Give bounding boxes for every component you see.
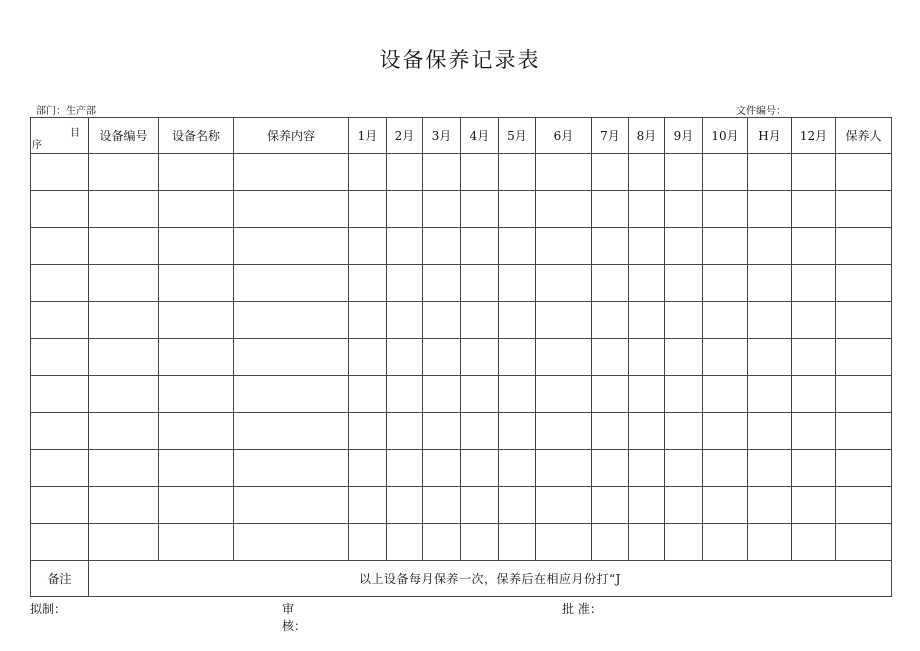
record-cell[interactable] [461,191,499,228]
record-cell[interactable] [703,413,748,450]
record-cell[interactable] [665,265,703,302]
record-cell[interactable] [665,524,703,561]
record-cell[interactable] [234,154,349,191]
seq-header-bottom: 序 [32,140,42,151]
record-cell[interactable] [629,376,665,413]
record-cell[interactable] [536,413,592,450]
record-cell[interactable] [748,228,792,265]
record-cell[interactable] [423,524,461,561]
record-cell[interactable] [423,376,461,413]
record-cell[interactable] [89,487,159,524]
record-cell[interactable] [234,191,349,228]
record-cell[interactable] [592,376,629,413]
table-row [31,191,892,228]
record-cell[interactable] [629,487,665,524]
record-cell[interactable] [461,302,499,339]
record-cell[interactable] [349,191,387,228]
record-cell[interactable] [629,339,665,376]
record-cell[interactable] [159,228,234,265]
record-cell[interactable] [499,265,536,302]
record-cell[interactable] [592,265,629,302]
record-cell[interactable] [387,376,423,413]
record-cell[interactable] [792,487,836,524]
record-cell[interactable] [499,376,536,413]
record-cell[interactable] [423,191,461,228]
record-cell[interactable] [423,228,461,265]
table-row [31,154,892,191]
record-cell[interactable] [665,413,703,450]
record-cell[interactable] [89,302,159,339]
record-cell[interactable] [703,228,748,265]
table-row [31,302,892,339]
record-cell[interactable] [665,154,703,191]
page-title: 设备保养记录表 [379,48,541,72]
record-cell[interactable] [461,487,499,524]
record-cell[interactable] [629,524,665,561]
record-cell[interactable] [665,191,703,228]
record-cell[interactable] [159,339,234,376]
record-cell[interactable] [234,228,349,265]
record-cell[interactable] [31,450,89,487]
record-cell[interactable] [703,154,748,191]
record-cell[interactable] [592,450,629,487]
record-cell[interactable] [536,228,592,265]
table-row [31,376,892,413]
record-cell[interactable] [792,191,836,228]
record-cell[interactable] [499,154,536,191]
record-cell[interactable] [387,487,423,524]
record-cell[interactable] [536,265,592,302]
record-cell[interactable] [461,228,499,265]
record-cell[interactable] [387,265,423,302]
record-cell[interactable] [536,154,592,191]
record-cell[interactable] [748,339,792,376]
record-cell[interactable] [159,265,234,302]
record-cell[interactable] [423,302,461,339]
record-cell[interactable] [234,450,349,487]
record-cell[interactable] [89,154,159,191]
col-header: 10月 [703,118,748,154]
record-cell[interactable] [159,191,234,228]
record-cell[interactable] [592,154,629,191]
record-cell[interactable] [387,413,423,450]
record-cell[interactable] [234,265,349,302]
record-cell[interactable] [499,524,536,561]
record-cell[interactable] [349,228,387,265]
record-cell[interactable] [349,265,387,302]
record-cell[interactable] [536,191,592,228]
record-cell[interactable] [349,487,387,524]
record-cell[interactable] [159,302,234,339]
record-cell[interactable] [536,339,592,376]
record-cell[interactable] [89,524,159,561]
record-cell[interactable] [349,339,387,376]
record-cell[interactable] [461,450,499,487]
record-cell[interactable] [387,302,423,339]
record-cell[interactable] [89,339,159,376]
record-cell[interactable] [836,524,892,561]
record-cell[interactable] [89,450,159,487]
record-cell[interactable] [748,376,792,413]
record-cell[interactable] [423,265,461,302]
record-cell[interactable] [629,154,665,191]
record-cell[interactable] [423,339,461,376]
record-cell[interactable] [387,228,423,265]
col-header: 12月 [792,118,836,154]
col-header: 8月 [629,118,665,154]
record-cell[interactable] [836,191,892,228]
record-cell[interactable] [159,450,234,487]
record-cell[interactable] [234,302,349,339]
col-header: 1月 [349,118,387,154]
record-cell[interactable] [461,413,499,450]
col-header: 2月 [387,118,423,154]
record-cell[interactable] [792,154,836,191]
table-row [31,265,892,302]
record-cell[interactable] [89,413,159,450]
record-cell[interactable] [159,376,234,413]
record-cell[interactable] [748,265,792,302]
approve-label: 批 准： [562,602,602,616]
record-cell[interactable] [31,339,89,376]
record-cell[interactable] [499,228,536,265]
record-cell[interactable] [592,228,629,265]
record-cell[interactable] [703,376,748,413]
record-cell[interactable] [31,487,89,524]
seq-header-cell [31,118,89,154]
record-cell[interactable] [89,376,159,413]
record-cell[interactable] [499,450,536,487]
record-cell[interactable] [461,524,499,561]
record-cell[interactable] [836,450,892,487]
record-cell[interactable] [665,450,703,487]
record-cell[interactable] [629,450,665,487]
record-cell[interactable] [349,450,387,487]
record-cell[interactable] [792,265,836,302]
review-label-top: 审 [282,602,295,616]
file-number-label: 文件编号： [736,106,786,117]
record-cell[interactable] [592,339,629,376]
record-cell[interactable] [387,339,423,376]
record-cell[interactable] [792,450,836,487]
col-header: 3月 [423,118,461,154]
table-body [31,154,892,561]
record-cell[interactable] [792,413,836,450]
record-cell[interactable] [836,487,892,524]
table-row [31,487,892,524]
record-cell[interactable] [792,524,836,561]
record-cell[interactable] [234,339,349,376]
record-cell[interactable] [536,376,592,413]
record-cell[interactable] [31,376,89,413]
record-cell[interactable] [836,265,892,302]
record-cell[interactable] [234,376,349,413]
col-header: 保养人 [836,118,892,154]
record-cell[interactable] [665,339,703,376]
table-row [31,228,892,265]
record-cell[interactable] [703,487,748,524]
record-cell[interactable] [592,302,629,339]
record-cell[interactable] [592,524,629,561]
col-header: 保养内容 [234,118,349,154]
record-cell[interactable] [703,450,748,487]
record-cell[interactable] [836,302,892,339]
record-cell[interactable] [792,376,836,413]
record-cell[interactable] [792,339,836,376]
record-cell[interactable] [665,376,703,413]
record-cell[interactable] [499,487,536,524]
table-row [31,450,892,487]
record-cell[interactable] [748,524,792,561]
col-header: 7月 [592,118,629,154]
record-cell[interactable] [629,302,665,339]
record-cell[interactable] [234,524,349,561]
col-header: H月 [748,118,792,154]
record-cell[interactable] [159,487,234,524]
record-cell[interactable] [387,191,423,228]
remark-label: 备注 [31,561,89,597]
table-row [31,339,892,376]
col-header: 设备编号 [89,118,159,154]
record-cell[interactable] [665,228,703,265]
record-cell[interactable] [349,154,387,191]
record-cell[interactable] [703,191,748,228]
header-row [31,118,892,154]
record-cell[interactable] [387,524,423,561]
record-cell[interactable] [703,302,748,339]
record-cell[interactable] [629,413,665,450]
col-header: 9月 [665,118,703,154]
record-cell[interactable] [349,413,387,450]
record-cell[interactable] [31,154,89,191]
record-cell[interactable] [89,265,159,302]
col-header: 6月 [536,118,592,154]
col-header: 5月 [499,118,536,154]
record-cell[interactable] [461,265,499,302]
table-row [31,413,892,450]
review-label-bottom: 核： [282,619,307,633]
record-cell[interactable] [499,413,536,450]
col-header: 设备名称 [159,118,234,154]
record-cell[interactable] [748,154,792,191]
record-cell[interactable] [629,265,665,302]
record-cell[interactable] [234,413,349,450]
record-cell[interactable] [748,413,792,450]
record-cell[interactable] [349,302,387,339]
record-cell[interactable] [836,228,892,265]
record-cell[interactable] [31,524,89,561]
record-cell[interactable] [387,154,423,191]
record-cell[interactable] [31,228,89,265]
record-cell[interactable] [499,302,536,339]
record-cell[interactable] [423,450,461,487]
record-cell[interactable] [629,228,665,265]
remark-row [31,561,892,597]
record-cell[interactable] [592,413,629,450]
record-cell[interactable] [31,413,89,450]
record-cell[interactable] [665,487,703,524]
record-cell[interactable] [748,487,792,524]
department-label: 部门：生产部 [36,106,96,117]
record-cell[interactable] [234,487,349,524]
record-cell[interactable] [349,376,387,413]
record-cell[interactable] [792,302,836,339]
record-cell[interactable] [499,191,536,228]
record-cell[interactable] [461,339,499,376]
record-cell[interactable] [159,413,234,450]
record-cell[interactable] [629,191,665,228]
record-cell[interactable] [461,376,499,413]
remark-cell [89,561,892,597]
record-cell[interactable] [592,191,629,228]
record-cell[interactable] [703,524,748,561]
record-cell[interactable] [665,302,703,339]
col-header: 4月 [461,118,499,154]
record-cell[interactable] [89,191,159,228]
record-cell[interactable] [423,413,461,450]
record-cell[interactable] [536,302,592,339]
record-cell[interactable] [159,524,234,561]
seq-header-top: 目 [70,128,80,139]
record-cell[interactable] [703,265,748,302]
record-cell[interactable] [31,191,89,228]
remark-text: 以上设备每月保养一次，保养后在相应月份打“J [359,572,621,586]
record-cell[interactable] [31,302,89,339]
record-cell[interactable] [703,339,748,376]
record-cell[interactable] [592,487,629,524]
record-cell[interactable] [89,228,159,265]
record-cell[interactable] [536,487,592,524]
record-cell[interactable] [836,154,892,191]
record-cell[interactable] [159,154,234,191]
record-cell[interactable] [536,524,592,561]
record-cell[interactable] [748,450,792,487]
maintenance-record-table [30,117,892,597]
record-cell[interactable] [423,487,461,524]
record-cell[interactable] [387,450,423,487]
record-cell[interactable] [748,302,792,339]
record-cell[interactable] [836,339,892,376]
drafted-by-label: 拟制： [30,602,67,616]
record-cell[interactable] [349,524,387,561]
record-cell[interactable] [461,154,499,191]
record-cell[interactable] [836,413,892,450]
record-cell[interactable] [499,339,536,376]
record-cell[interactable] [836,376,892,413]
record-cell[interactable] [31,265,89,302]
record-cell[interactable] [748,191,792,228]
table-row [31,524,892,561]
record-cell[interactable] [792,228,836,265]
record-cell[interactable] [423,154,461,191]
record-cell[interactable] [536,450,592,487]
